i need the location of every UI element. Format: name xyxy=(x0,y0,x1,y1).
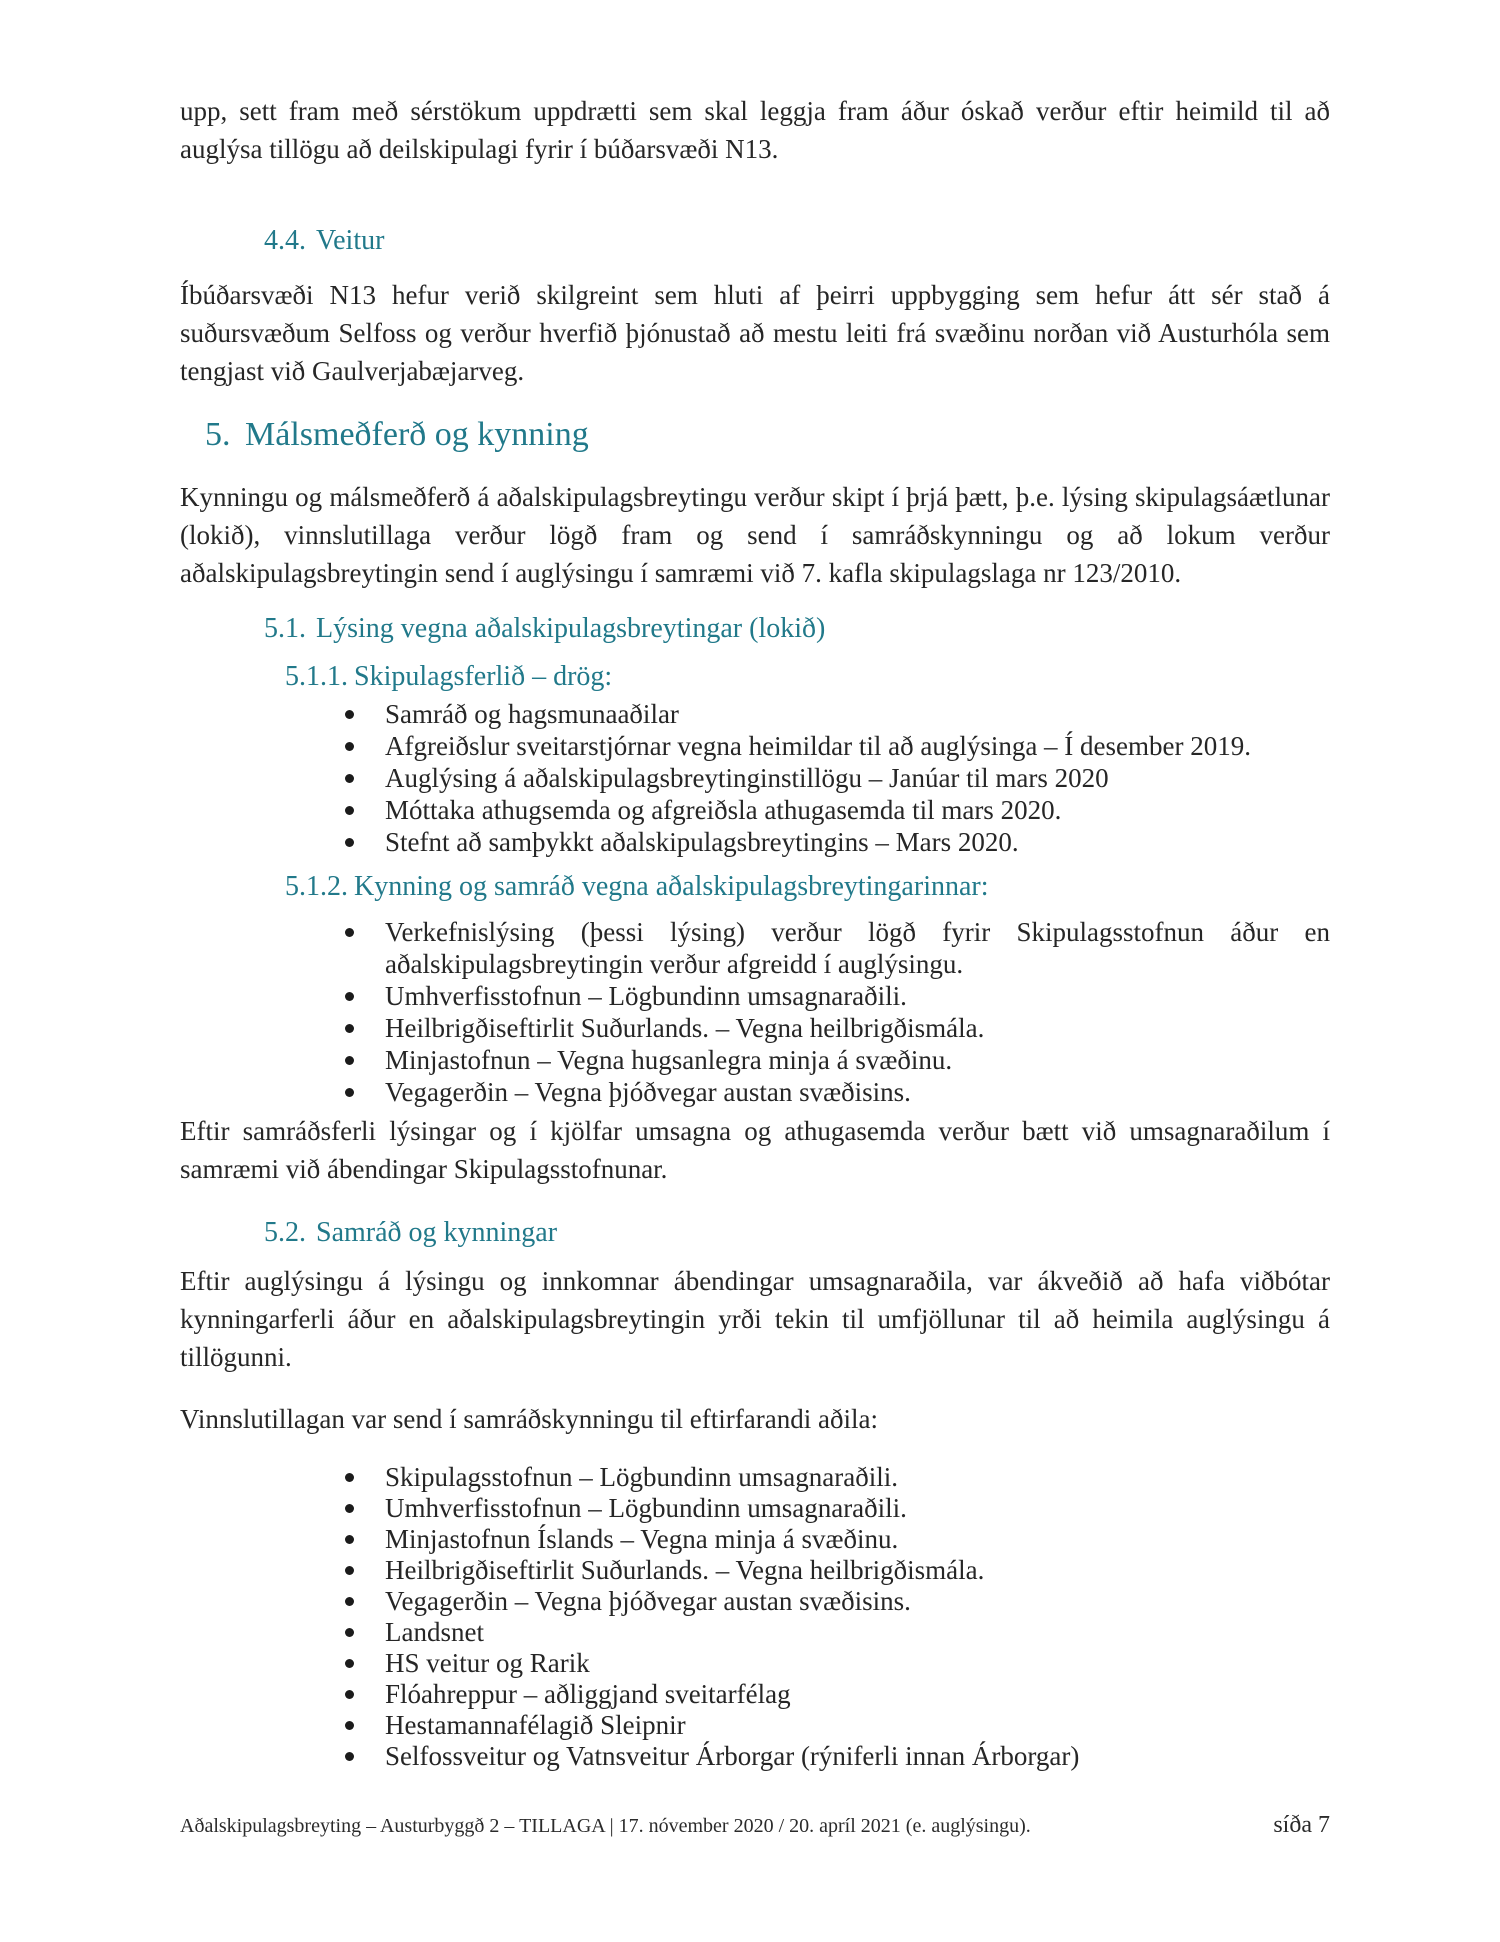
heading-number: 5.1.1. xyxy=(285,661,348,692)
list-item: Skipulagsstofnun – Lögbundinn umsagnaraðili. xyxy=(180,1462,1330,1493)
list-samradskynning-adilar xyxy=(180,1462,1330,1772)
list-item: Umhverfisstofnun – Lögbundinn umsagnaraðili. xyxy=(180,1493,1330,1524)
list-item: Afgreiðslur sveitarstjórnar vegna heimildar til að auglýsinga – Í desember 2019. xyxy=(180,730,1330,762)
heading-title: Kynning og samráð vegna aðalskipulagsbreytingarinnar: xyxy=(354,871,989,902)
list-item: Samráð og hagsmunaaðilar xyxy=(180,698,1330,730)
heading-number: 5.1. xyxy=(264,613,306,644)
list-item: Vegagerðin – Vegna þjóðvegar austan svæðisins. xyxy=(180,1076,1330,1108)
list-item: Heilbrigðiseftirlit Suðurlands. – Vegna heilbrigðismála. xyxy=(180,1555,1330,1586)
heading-5-malsmedferd xyxy=(205,412,1330,458)
list-item: Landsnet xyxy=(180,1617,1330,1648)
list-item: Auglýsing á aðalskipulagsbreytinginstillögu – Janúar til mars 2020 xyxy=(180,762,1330,794)
list-item: Vegagerðin – Vegna þjóðvegar austan svæðisins. xyxy=(180,1586,1330,1617)
paragraph-eftir-auglysingu: Eftir auglýsingu á lýsingu og innkomnar ábendingar umsagnaraðila, var ákveðið að hafa viðbótar kynningarferli áður en aðalskipulagsbreytingin yrði tekin til umfjöllunar til að heimila auglýsingu á tillögunni. xyxy=(180,1266,1330,1372)
heading-5-1-2-kynning xyxy=(285,870,1330,904)
heading-title: Lýsing vegna aðalskipulagsbreytingar (lokið) xyxy=(316,613,826,644)
list-item: Umhverfisstofnun – Lögbundinn umsagnaraðili. xyxy=(180,980,1330,1012)
footer-document-title: Aðalskipulagsbreyting – Austurbyggð 2 – TILLAGA | 17. nóvember 2020 / 20. apríl 2021 (e. auglýsingu). xyxy=(180,1815,1031,1837)
heading-5-2-samrad xyxy=(264,1216,1330,1250)
heading-title: Skipulagsferlið – drög: xyxy=(354,661,613,692)
paragraph-intro: upp, sett fram með sérstökum uppdrætti sem skal leggja fram áður óskað verður eftir heimild til að auglýsa tillögu að deilskipulagi fyrir í búðarsvæði N13. xyxy=(180,96,1330,164)
list-item: Minjastofnun Íslands – Vegna minja á svæðinu. xyxy=(180,1524,1330,1555)
heading-number: 4.4. xyxy=(264,225,306,256)
heading-title: Málsmeðferð og kynning xyxy=(245,416,589,453)
list-item: Heilbrigðiseftirlit Suðurlands. – Vegna heilbrigðismála. xyxy=(180,1012,1330,1044)
list-kynning-samrad xyxy=(180,916,1330,1108)
paragraph-malsmedferd: Kynningu og málsmeðferð á aðalskipulagsbreytingu verður skipt í þrjá þætt, þ.e. lýsing skipulagsáætlunar (lokið), vinnslutillaga verður lögð fram og send í samráðskynningu og að lokum verður aðalskipulagsbreytingin send í auglýsingu í samræmi við 7. kafla skipulagslaga nr 123/2010. xyxy=(180,482,1330,588)
list-item: Stefnt að samþykkt aðalskipulagsbreytingins – Mars 2020. xyxy=(180,826,1330,858)
paragraph-veitur: Íbúðarsvæði N13 hefur verið skilgreint sem hluti af þeirri uppbygging sem hefur átt sér stað á suðursvæðum Selfoss og verður hverfið þjónustað að mestu leiti frá svæðinu norðan við Austurhóla sem tengjast við Gaulverjabæjarveg. xyxy=(180,280,1330,386)
heading-5-1-1-skipulagsferlid xyxy=(285,660,1330,694)
list-item: Hestamannafélagið Sleipnir xyxy=(180,1710,1330,1741)
heading-title: Samráð og kynningar xyxy=(316,1217,558,1248)
list-item: HS veitur og Rarik xyxy=(180,1648,1330,1679)
paragraph-eftir-samradsferli: Eftir samráðsferli lýsingar og í kjölfar umsagna og athugasemda verður bætt við umsagnaraðilum í samræmi við ábendingar Skipulagsstofnunar. xyxy=(180,1116,1330,1184)
heading-number: 5.2. xyxy=(264,1217,306,1248)
list-skipulagsferlid xyxy=(180,698,1330,858)
page-footer xyxy=(180,1812,1330,1839)
list-item: Móttaka athugsemda og afgreiðsla athugasemda til mars 2020. xyxy=(180,794,1330,826)
heading-number: 5. xyxy=(205,416,231,453)
paragraph-vinnslutillagan: Vinnslutillagan var send í samráðskynningu til eftirfarandi aðila: xyxy=(180,1404,878,1434)
heading-5-1-lysing xyxy=(264,612,1330,646)
list-item: Selfossveitur og Vatnsveitur Árborgar (rýniferli innan Árborgar) xyxy=(180,1741,1330,1772)
heading-4-4-veitur xyxy=(264,224,1330,258)
footer-page-number: síða 7 xyxy=(1273,1812,1330,1838)
list-item: Flóahreppur – aðliggjand sveitarfélag xyxy=(180,1679,1330,1710)
heading-number: 5.1.2. xyxy=(285,871,348,902)
list-item: Verkefnislýsing (þessi lýsing) verður lögð fyrir Skipulagsstofnun áður en aðalskipulagsbreytingin verður afgreidd í auglýsingu. xyxy=(180,916,1330,980)
heading-title: Veitur xyxy=(316,225,385,256)
list-item: Minjastofnun – Vegna hugsanlegra minja á svæðinu. xyxy=(180,1044,1330,1076)
